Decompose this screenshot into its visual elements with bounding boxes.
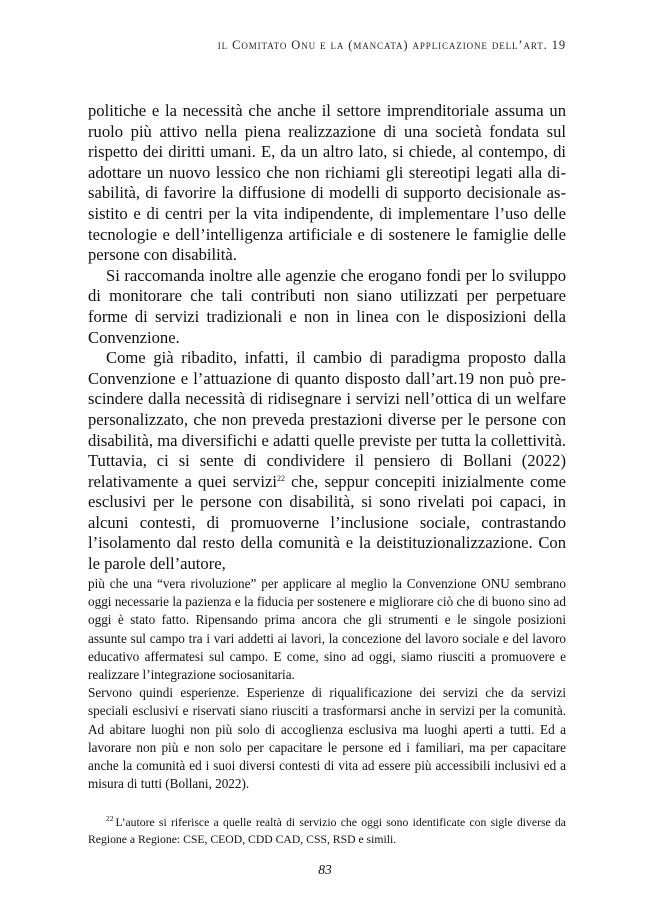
footnote-paragraph: [88, 814, 566, 848]
paragraph-3-text-before: Come già ribadito, infatti, il cambio di paradigma proposto dalla Convenzione e l’attuazione di quanto disposto dall’art.19 non può prescindere dalla necessità di ridisegnare i servizi nell’ottica di un welfare personalizzato, che non preveda prestazioni diverse per le persone con disabilità, ma diversifichi e adatti quelle previste per tutta la collettività. Tuttavia, ci si sente di condividere il pensiero di Bollani (2022) relativamente a quei servizi: [88, 348, 566, 491]
footnote-text: L’autore si riferisce a quelle realtà di servizio che oggi sono identificate con sigle diverse da Regione a Regione: CSE, CEOD, CDD CAD, CSS, RSD e simili.: [88, 816, 566, 846]
footnote-number: 22: [106, 814, 114, 823]
running-header: il Comitato Onu e la (mancata) applicazione dell’art. 19: [217, 38, 566, 52]
quote-paragraph-1: più che una “vera rivoluzione” per applicare al meglio la Convenzione ONU sembrano oggi necessarie la pazienza e la fiducia per sostenere e migliorare ciò che di buono sino ad oggi è stato fatto. Ripensando prima ancora che gli strumenti e le singole posizioni assunte sul campo tra i vari addetti ai lavori, la concezione del lavoro sociale e del lavoro educativo affermatesi sul campo. E come, sino ad oggi, siamo riusciti a promuovere e realizzare l’integrazione sociosanitaria.: [88, 576, 566, 683]
footnote: [88, 814, 566, 848]
main-text: [88, 101, 566, 575]
block-quote: [88, 575, 566, 793]
quote-paragraph-2: Servono quindi esperienze. Esperienze di riqualificazione dei servizi che da servizi speciali esclusivi e riservati siano riusciti a trasformarsi anche in servizi per la comunità. Ad abitare luoghi non più solo di accoglienza esclusiva ma luoghi aperti a tutti. Ed a lavorare non più e non solo per capacitare le persone ed i familiari, ma per capacitare anche la comunità ed i suoi diversi contesti di vita ad essere più accessibili inclusivi ed a misura di tutti (Bollani, 2022).: [88, 685, 566, 792]
body-paragraph-3: [88, 348, 566, 575]
footnote-reference: 22: [276, 473, 285, 483]
paragraph-3-text-after: che, seppur concepiti inizialmente come esclusivi per le persone con disabilità, si sono rivelati poi capaci, in alcuni contesti, di promuoverne l’inclusione sociale, contrastando l’isolamento dal resto della comunità e la deistituzionalizzazione. Con le parole dell’autore,: [88, 471, 566, 574]
body-paragraph-2: Si raccomanda inoltre alle agenzie che erogano fondi per lo sviluppo di monitorare che tali contributi non siano utilizzati per perpetuare forme di servizi tradizionali e non in linea con le disposizioni della Convenzione.: [88, 265, 566, 347]
page-number: 83: [318, 862, 332, 877]
body-paragraph-1: politiche e la necessità che anche il settore imprenditoriale assuma un ruolo più attivo nella piena realizzazione di una società fondata sul rispetto dei diritti umani. E, da un altro lato, si chiede, al contempo, di adottare un nuovo lessico che non richiami gli stereotipi legati alla disabilità, di favorire la diffusione di modelli di supporto decisionale assistito e di centri per la vita indipendente, di implementare l’uso delle tecnologie e dell’intelligenza artificiale e di sostenere le famiglie delle persone con disabilità.: [88, 101, 566, 265]
